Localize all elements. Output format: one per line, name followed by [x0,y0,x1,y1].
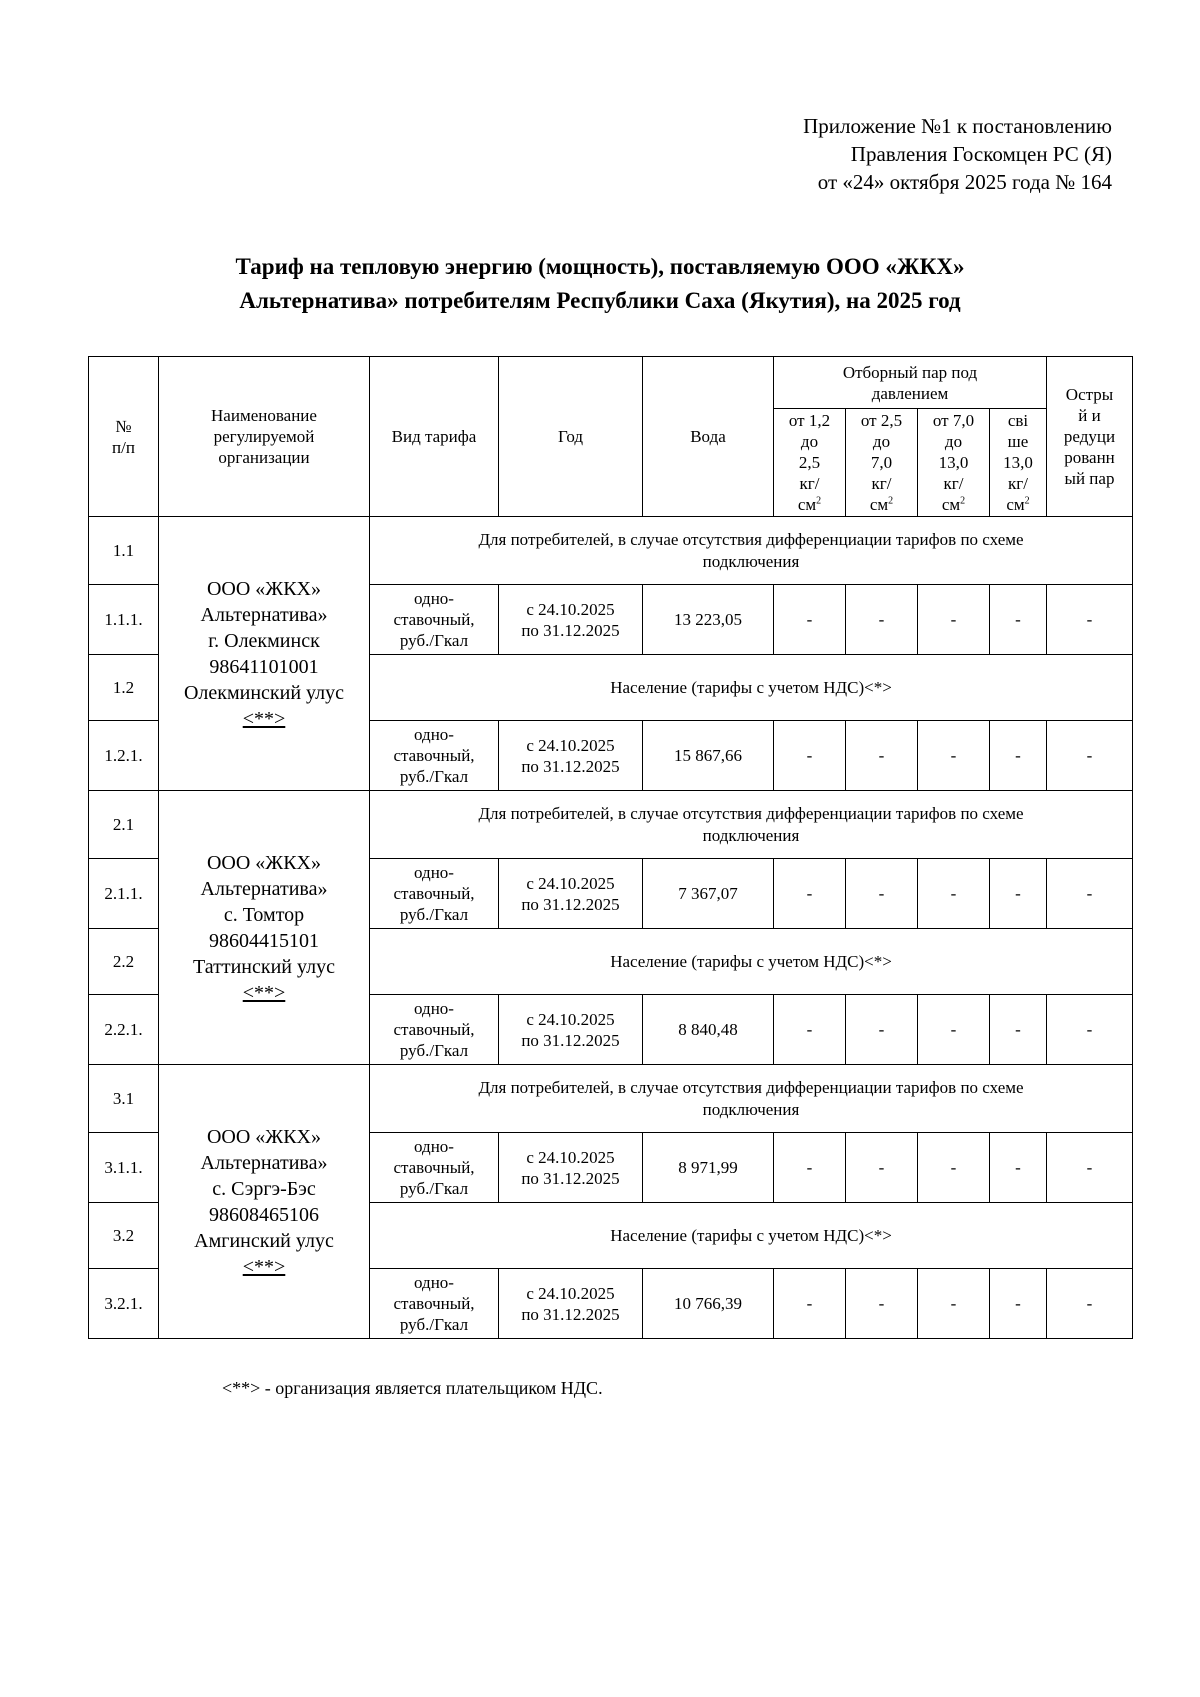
header-sharp-steam: Остры й и редуци рованн ый пар [1047,357,1133,517]
document-title-line: Тариф на тепловую энергию (мощность), поставляемую ООО «ЖКХ» [235,254,965,279]
organization-name: ООО «ЖКХ» Альтернатива» с. Сэргэ-Бэс 98608465106 Амгинский улус <**> [159,1065,370,1339]
water-value: 8 840,48 [643,995,774,1065]
empty-value: - [774,585,846,655]
water-value: 10 766,39 [643,1269,774,1339]
header-steam-col: от 1,2 до 2,5 кг/ $см^2$ [774,409,846,517]
empty-value: - [846,585,918,655]
empty-value: - [990,1269,1047,1339]
empty-value: - [1047,1269,1133,1339]
empty-value: - [774,1133,846,1203]
row-number: 1.2 [89,655,159,721]
group-heading: Для потребителей, в случае отсутствия дифференциации тарифов по схеме подключения [370,517,1133,585]
empty-value: - [918,1133,990,1203]
empty-value: - [918,995,990,1065]
header-steam-col: от 7,0 до 13,0 кг/ $см^2$ [918,409,990,517]
empty-value: - [846,1133,918,1203]
empty-value: - [918,1269,990,1339]
tariff-type-cell: одно- ставочный, руб./Гкал [370,859,499,929]
row-number: 1.1 [89,517,159,585]
period-cell: с 24.10.2025 по 31.12.2025 [499,1133,643,1203]
group-heading: Для потребителей, в случае отсутствия дифференциации тарифов по схеме подключения [370,791,1133,859]
tariff-type-cell: одно- ставочный, руб./Гкал [370,1133,499,1203]
empty-value: - [846,995,918,1065]
tariff-type-cell: одно- ставочный, руб./Гкал [370,1269,499,1339]
empty-value: - [774,721,846,791]
water-value: 7 367,07 [643,859,774,929]
population-heading: Население (тарифы с учетом НДС)<*> [370,1203,1133,1269]
header-steam-col: от 2,5 до 7,0 кг/ $см^2$ [846,409,918,517]
header-water: Вода [643,357,774,517]
period-cell: с 24.10.2025 по 31.12.2025 [499,1269,643,1339]
document-title-line: Альтернатива» потребителям Республики Саха (Якутия), на 2025 год [239,288,961,313]
footnote: <**> - организация является плательщиком НДС. [222,1378,603,1398]
header-org: Наименование регулируемой организации [159,357,370,517]
empty-value: - [990,721,1047,791]
appendix-header-line: Приложение №1 к постановлению [803,114,1112,138]
organization-name: ООО «ЖКХ» Альтернатива» г. Олекминск 98641101001 Олекминский улус <**> [159,517,370,791]
vat-note-marker: <**> [242,981,286,1004]
group-heading: Для потребителей, в случае отсутствия дифференциации тарифов по схеме подключения [370,1065,1133,1133]
empty-value: - [846,1269,918,1339]
empty-value: - [918,859,990,929]
period-cell: с 24.10.2025 по 31.12.2025 [499,859,643,929]
empty-value: - [1047,995,1133,1065]
header-steam-col: сві ше 13,0 кг/ $см^2$ [990,409,1047,517]
vat-note-marker: <**> [242,1255,286,1278]
header-tariff-type: Вид тарифа [370,357,499,517]
appendix-header-line: Правления Госкомцен РС (Я) [850,142,1112,166]
table-header-row [89,357,1133,409]
row-number: 3.2 [89,1203,159,1269]
empty-value: - [1047,859,1133,929]
row-number: 2.1.1. [89,859,159,929]
row-number: 2.2.1. [89,995,159,1065]
row-number: 1.2.1. [89,721,159,791]
empty-value: - [1047,585,1133,655]
empty-value: - [1047,1133,1133,1203]
empty-value: - [846,859,918,929]
period-cell: с 24.10.2025 по 31.12.2025 [499,585,643,655]
appendix-header-line: от «24» октября 2025 года № 164 [817,170,1112,194]
row-number: 2.2 [89,929,159,995]
header-num: № п/п [89,357,159,517]
row-number: 2.1 [89,791,159,859]
empty-value: - [774,859,846,929]
empty-value: - [990,995,1047,1065]
appendix-header [552,112,1112,196]
water-value: 15 867,66 [643,721,774,791]
empty-value: - [774,1269,846,1339]
empty-value: - [990,585,1047,655]
header-steam-group: Отборный пар под давлением [774,357,1047,409]
document-title [90,250,1110,318]
population-heading: Население (тарифы с учетом НДС)<*> [370,655,1133,721]
vat-note-marker: <**> [242,707,286,730]
table-group-row [89,1065,1133,1133]
row-number: 3.1.1. [89,1133,159,1203]
period-cell: с 24.10.2025 по 31.12.2025 [499,721,643,791]
period-cell: с 24.10.2025 по 31.12.2025 [499,995,643,1065]
empty-value: - [1047,721,1133,791]
table-group-row [89,791,1133,859]
organization-name: ООО «ЖКХ» Альтернатива» с. Томтор 98604415101 Таттинский улус <**> [159,791,370,1065]
tariff-table [88,356,1133,1339]
tariff-type-cell: одно- ставочный, руб./Гкал [370,585,499,655]
header-year: Год [499,357,643,517]
empty-value: - [774,995,846,1065]
row-number: 3.2.1. [89,1269,159,1339]
empty-value: - [846,721,918,791]
row-number: 1.1.1. [89,585,159,655]
empty-value: - [918,721,990,791]
empty-value: - [990,1133,1047,1203]
table-group-row [89,517,1133,585]
empty-value: - [990,859,1047,929]
water-value: 13 223,05 [643,585,774,655]
tariff-type-cell: одно- ставочный, руб./Гкал [370,721,499,791]
tariff-type-cell: одно- ставочный, руб./Гкал [370,995,499,1065]
population-heading: Население (тарифы с учетом НДС)<*> [370,929,1133,995]
empty-value: - [918,585,990,655]
water-value: 8 971,99 [643,1133,774,1203]
row-number: 3.1 [89,1065,159,1133]
